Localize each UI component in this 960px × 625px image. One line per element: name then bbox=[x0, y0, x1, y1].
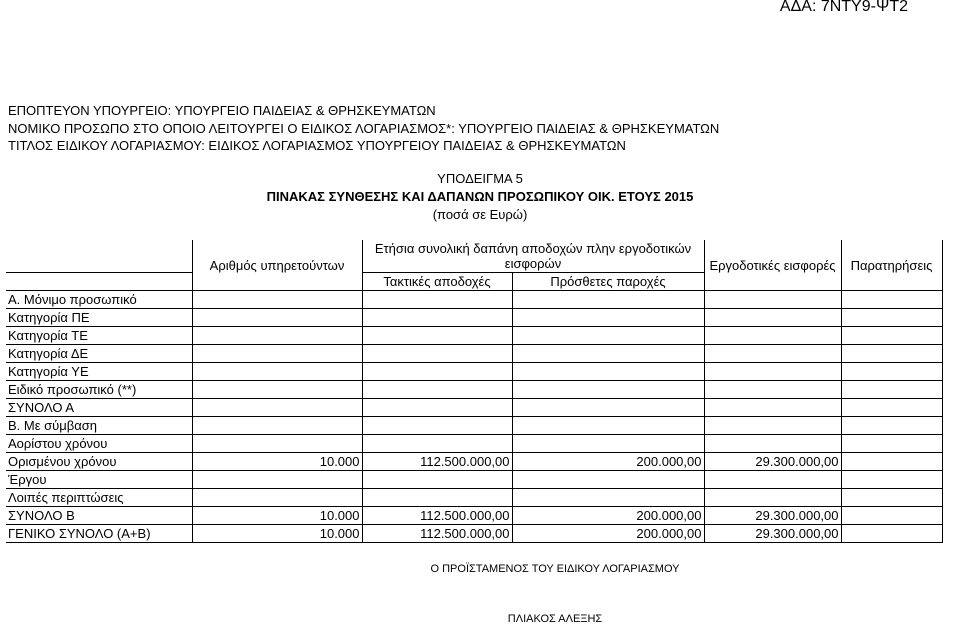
cell-staff bbox=[192, 345, 362, 363]
signature-name: ΠΛΙΑΚΟΣ ΑΛΕΞΗΣ bbox=[507, 613, 603, 625]
cell-category: Αορίστου χρόνου bbox=[6, 435, 192, 453]
cell-additional bbox=[512, 435, 704, 453]
cell-staff: 10.000 bbox=[192, 525, 362, 543]
cell-notes bbox=[841, 327, 942, 345]
table-row bbox=[6, 345, 942, 363]
cell-category: ΓΕΝΙΚΟ ΣΥΝΟΛΟ (Α+Β) bbox=[6, 525, 192, 543]
table-row bbox=[6, 399, 942, 417]
cell-notes bbox=[841, 381, 942, 399]
cell-staff bbox=[192, 327, 362, 345]
table-row bbox=[6, 381, 942, 399]
cell-staff bbox=[192, 309, 362, 327]
table-row bbox=[6, 489, 942, 507]
sample-number: ΥΠΟΔΕΙΓΜΑ 5 bbox=[437, 171, 523, 186]
cell-category: Έργου bbox=[6, 471, 192, 489]
cell-category: Κατηγορία ΥΕ bbox=[6, 363, 192, 381]
cell-staff: 10.000 bbox=[192, 453, 362, 471]
cell-additional bbox=[512, 489, 704, 507]
cell-regular bbox=[362, 363, 512, 381]
col-additional-header: Πρόσθετες παροχές bbox=[512, 273, 704, 291]
cell-additional bbox=[512, 363, 704, 381]
table-row bbox=[6, 291, 942, 309]
header-row-1 bbox=[6, 240, 942, 273]
col-employer-header: Εργοδοτικές εισφορές bbox=[704, 240, 841, 291]
supervising-ministry: ΕΠΟΠΤΕΥΟΝ ΥΠΟΥΡΓΕΙΟ: ΥΠΟΥΡΓΕΙΟ ΠΑΙΔΕΙΑΣ & ΘΡΗΣΚΕΥΜΑΤΩΝ bbox=[8, 103, 436, 118]
cell-regular bbox=[362, 399, 512, 417]
cell-category: Ειδικό προσωπικό (**) bbox=[6, 381, 192, 399]
cell-regular bbox=[362, 435, 512, 453]
table-row bbox=[6, 309, 942, 327]
cell-additional: 200.000,00 bbox=[512, 507, 704, 525]
cell-employer: 29.300.000,00 bbox=[704, 525, 841, 543]
cell-employer bbox=[704, 399, 841, 417]
cell-employer bbox=[704, 363, 841, 381]
cell-employer bbox=[704, 471, 841, 489]
table-row bbox=[6, 507, 942, 525]
cell-category: Κατηγορία ΔΕ bbox=[6, 345, 192, 363]
cell-employer bbox=[704, 417, 841, 435]
cell-regular: 112.500.000,00 bbox=[362, 525, 512, 543]
cell-employer bbox=[704, 327, 841, 345]
cell-staff bbox=[192, 417, 362, 435]
cell-additional: 200.000,00 bbox=[512, 453, 704, 471]
cell-staff bbox=[192, 363, 362, 381]
legal-entity: ΝΟΜΙΚΟ ΠΡΟΣΩΠΟ ΣΤΟ ΟΠΟΙΟ ΛΕΙΤΟΥΡΓΕΙ Ο ΕΙΔΙΚΟΣ ΛΟΓΑΡΙΑΣΜΟΣ*: ΥΠΟΥΡΓΕΙΟ ΠΑΙΔΕΙΑΣ & ΘΡΗΣΚΕΥΜΑΤΩΝ bbox=[8, 121, 720, 136]
cell-employer bbox=[704, 489, 841, 507]
cell-staff bbox=[192, 489, 362, 507]
cell-staff bbox=[192, 471, 362, 489]
cell-category: Κατηγορία ΠΕ bbox=[6, 309, 192, 327]
cell-regular bbox=[362, 327, 512, 345]
cell-staff bbox=[192, 381, 362, 399]
cell-category: Λοιπές περιπτώσεις bbox=[6, 489, 192, 507]
cell-regular: 112.500.000,00 bbox=[362, 507, 512, 525]
cell-category: Κατηγορία ΤΕ bbox=[6, 327, 192, 345]
cell-regular bbox=[362, 291, 512, 309]
cell-employer bbox=[704, 309, 841, 327]
col-regular-header: Τακτικές αποδοχές bbox=[362, 273, 512, 291]
account-title: ΤΙΤΛΟΣ ΕΙΔΙΚΟΥ ΛΟΓΑΡΙΑΣΜΟΥ: ΕΙΔΙΚΟΣ ΛΟΓΑΡΙΑΣΜΟΣ ΥΠΟΥΡΓΕΙΟΥ ΠΑΙΔΕΙΑΣ & ΘΡΗΣΚΕΥΜΑΤΩΝ bbox=[8, 138, 626, 153]
cell-regular bbox=[362, 489, 512, 507]
cell-additional bbox=[512, 309, 704, 327]
table-row bbox=[6, 363, 942, 381]
cell-category: Ορισμένου χρόνου bbox=[6, 453, 192, 471]
table-row bbox=[6, 327, 942, 345]
cell-notes bbox=[841, 417, 942, 435]
page-title: ΠΙΝΑΚΑΣ ΣΥΝΘΕΣΗΣ ΚΑΙ ΔΑΠΑΝΩΝ ΠΡΟΣΩΠΙΚΟΥ ΟΙΚ. ΕΤΟΥΣ 2015 bbox=[266, 189, 694, 204]
table-row bbox=[6, 453, 942, 471]
cell-regular bbox=[362, 471, 512, 489]
cell-notes bbox=[841, 471, 942, 489]
table-row bbox=[6, 525, 942, 543]
table-row bbox=[6, 435, 942, 453]
cell-additional bbox=[512, 471, 704, 489]
cell-additional bbox=[512, 345, 704, 363]
cell-notes bbox=[841, 345, 942, 363]
cell-notes bbox=[841, 525, 942, 543]
cell-regular bbox=[362, 309, 512, 327]
cell-notes bbox=[841, 489, 942, 507]
cell-employer bbox=[704, 291, 841, 309]
col-staff-header: Αριθμός υπηρετούντων bbox=[192, 240, 362, 291]
cell-regular bbox=[362, 417, 512, 435]
table-row bbox=[6, 471, 942, 489]
currency-note: (ποσά σε Ευρώ) bbox=[432, 207, 528, 222]
cell-staff bbox=[192, 291, 362, 309]
cell-notes bbox=[841, 453, 942, 471]
cell-regular bbox=[362, 381, 512, 399]
cell-employer bbox=[704, 345, 841, 363]
cell-additional bbox=[512, 417, 704, 435]
personnel-cost-table bbox=[6, 240, 943, 543]
cell-notes bbox=[841, 291, 942, 309]
cell-category: ΣΥΝΟΛΟ Α bbox=[6, 399, 192, 417]
cell-regular bbox=[362, 345, 512, 363]
cell-notes bbox=[841, 507, 942, 525]
cell-regular: 112.500.000,00 bbox=[362, 453, 512, 471]
cell-notes bbox=[841, 435, 942, 453]
cell-employer: 29.300.000,00 bbox=[704, 507, 841, 525]
cell-staff bbox=[192, 399, 362, 417]
cell-employer bbox=[704, 435, 841, 453]
cell-additional bbox=[512, 291, 704, 309]
cell-category: ΣΥΝΟΛΟ Β bbox=[6, 507, 192, 525]
cell-additional bbox=[512, 381, 704, 399]
signature-role: Ο ΠΡΟΪΣΤΑΜΕΝΟΣ ΤΟΥ ΕΙΔΙΚΟΥ ΛΟΓΑΡΙΑΣΜΟΥ bbox=[430, 563, 680, 575]
cell-notes bbox=[841, 309, 942, 327]
cell-additional bbox=[512, 399, 704, 417]
cell-employer bbox=[704, 381, 841, 399]
col-annual-header: Ετήσια συνολική δαπάνη αποδοχών πλην εργοδοτικών εισφορών bbox=[362, 240, 704, 273]
cell-employer: 29.300.000,00 bbox=[704, 453, 841, 471]
ada-code: ΑΔΑ: 7ΝΤΥ9-ΨΤ2 bbox=[779, 0, 908, 15]
cell-category: Α. Μόνιμο προσωπικό bbox=[6, 291, 192, 309]
cell-notes bbox=[841, 399, 942, 417]
cell-category: Β. Με σύμβαση bbox=[6, 417, 192, 435]
col-notes-header: Παρατηρήσεις bbox=[841, 240, 942, 291]
cell-additional: 200.000,00 bbox=[512, 525, 704, 543]
table-row bbox=[6, 417, 942, 435]
cell-notes bbox=[841, 363, 942, 381]
cell-additional bbox=[512, 327, 704, 345]
cell-staff bbox=[192, 435, 362, 453]
cell-staff: 10.000 bbox=[192, 507, 362, 525]
